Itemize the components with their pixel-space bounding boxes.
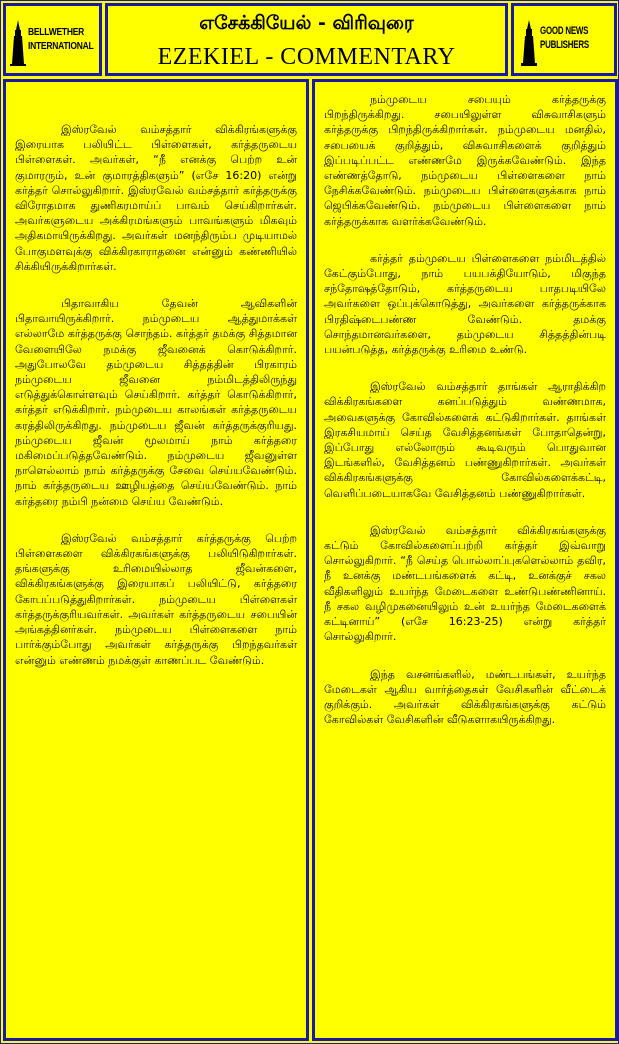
paragraph: கர்த்தர் தம்முடைய பிள்ளைகளை நம்மிடத்தில் கேட்கும்போது, நாம் பயபக்தியோடும், மிகுந்த சந்தோஷத்தோடும், கர்த்தருடைய பாதபடியிலே அவர்களை ஒப்புக்கொடுத்து, அவர்களை கர்த்தருக்காக பிரதிஷ்டைபண்ண வேண்டும். தமக்கு சொந்தமானவர்களை, தம்முடைய சித்தத்தின்படி பயன்படுத்த, கர்த்தருக்கு உரிமை உண்டு. — [324, 251, 606, 357]
left-column — [3, 79, 309, 1041]
title-tamil: எசேக்கியேல் - விரிவுரை — [199, 12, 414, 34]
tower-icon — [520, 20, 538, 70]
logo-left-line2: INTERNATIONAL — [28, 41, 94, 52]
logo-right-line2: PUBLISHERS — [540, 39, 589, 51]
paragraph: இஸ்ரவேல் வம்சத்தார் தாங்கள் ஆராதிக்கிற விக்கிரகங்களை கனப்படுத்தும் வண்ணமாக, அவைகளுக்கு கோவில்களைக் கட்டுகிறார்கள். தாங்கள் இரகசியமாய் செய்த வேசித்தனங்கள் போதாதென்று, இப்போது எல்லோரும் கூடிவரும் பொதுவான இடங்களில், வேசித்தனம் பண்ணுகிறார்கள். அவர்கள் விக்கிரகங்களுக்கு கோவில்களைக்கட்டி, வெளிப்படையாகவே வேசித்தனம் பண்ணுகிறார்கள். — [324, 380, 606, 500]
tower-icon — [10, 20, 26, 70]
title-english: EZEKIEL - COMMENTARY — [157, 44, 456, 70]
paragraph: இந்த வசனங்களில், மண்டபங்கள், உயர்ந்த மேடைகள் ஆகிய வார்த்தைகள் வேசிகளின் வீட்டைக் குறிக்கும். அவர்கள் விக்கிரகங்களுக்கு கட்டும் கோவில்கள் வேசிகளின் வீடுகளாகயிருக்கிறது. — [324, 667, 606, 727]
paragraph: பிதாவாகிய தேவன் ஆவிகளின் பிதாவாயிருக்கிறார். நம்முடைய ஆத்துமாக்கள் எல்லாமே கர்த்தருக்கு சொந்தம். கர்த்தர் தமக்கு சித்தமான வேளையிலே நமக்கு ஜீவனைக் கொடுக்கிறார். அதுபோலவே தம்முடைய சித்தத்தின் பிரகாரம் நம்முடைய ஜீவனை நம்மிடத்திலிருந்து எடுத்துக்கொள்ளவும் செய்கிறார். கர்த்தர் கொடுக்கிறார், கர்த்தர் எடுக்கிறார். நம்முடைய காலங்கள் கர்த்தருடைய கரத்திலிருக்கிறது. நம்முடைய ஜீவன் கர்த்தருக்குரியது. நம்முடைய ஜீவன் மூலமாய் நாம் கர்த்தரை மகிமைப்படுத்தவேண்டும். நம்முடைய ஜீவனுள்ள நாளெல்லாம் நாம் கர்த்தருக்கு சேவை செய்யவேண்டும். நாம் கர்த்தருடைய ஊழியத்தை செய்யவேண்டும். நாம் கர்த்தரை நம்பி நன்மை செய்ய வேண்டும். — [15, 297, 297, 508]
paragraph: இஸ்ரவேல் வம்சத்தார் விக்கிரகங்களுக்கு கட்டும் கோவில்களைப்பற்றி கர்த்தர் இவ்வாறு சொல்லுகிறார். “நீ செய்த பொல்லாப்புகளெல்லாம் தவிர, நீ உனக்கு மண்டபங்களைக் கட்டி, உனக்குச் சகல வீதிகளிலும் உயர்ந்த மேடைகளை உண்டுபண்ணினாய். நீ சகல வழிமுகனையிலும் உன் உயர்ந்த மேடைகளைக் கட்டினாய்” (எசே 16:23-25) என்று கர்த்தர் சொல்லுகிறார். — [324, 523, 606, 644]
title-banner — [105, 3, 508, 76]
paragraph: நம்முடைய சபையும் கர்த்தருக்கு பிறந்திருக்கிறது. சபையிலுள்ள விசுவாசிகளும் கர்த்தருக்கு பிறந்திருக்கிறார்கள். நம்முடைய மனதில், சபையைக் குறித்தும், விசுவாசிகளைக் குறித்தும் இப்படிப்பட்ட எண்ணமே இருக்கவேண்டும். இந்த எண்ணத்தோடு, நம்முடைய பிள்ளைகளை நாம் நேசிக்கவேண்டும். நம்முடைய பிள்ளைகளுக்காக நாம் ஜெபிக்கவேண்டும். நம்முடைய பிள்ளைகளை நாம் கர்த்தருக்காக வளர்க்கவேண்டும். — [324, 93, 606, 228]
good-news-logo — [511, 3, 617, 76]
paragraph: இஸ்ரவேல் வம்சத்தார் கர்த்தருக்கு பெற்ற பிள்ளைகளை விக்கிரகங்களுக்கு பலியிடுகிறார்கள். தங்களுக்கு உரிமையில்லாத ஜீவன்களை, விக்கிரகங்களுக்கு இரையாகப் பலியிட்டு, கர்த்தரை கோபப்படுத்துகிறார்கள். நம்முடைய பிள்ளைகள் கர்த்தருக்குரியவர்கள். அவர்கள் கர்த்தருடைய சபையின் அங்கத்தினர்கள். நம்முடைய பிள்ளைகளை நாம் பார்க்கும்போது அவர்கள் கர்த்தருக்கு பிறந்தவர்கள் என்னும் எண்ணம் நமக்குள் காணப்பட வேண்டும். — [15, 531, 297, 667]
logo-right-line1: GOOD NEWS — [540, 25, 589, 37]
bellwether-logo — [3, 3, 102, 76]
right-column — [312, 79, 618, 1041]
paragraph: இஸ்ரவேல் வம்சத்தார் விக்கிரங்களுக்கு இரையாக பலியிட்ட பிள்ளைகள், கர்த்தருடைய பிள்ளைகள். அவர்கள், “நீ எனக்கு பெற்ற உன் குமாரரும், உன் குமாரத்திகளும்” (எசே 16:20) என்று கர்த்தர் சொல்லுகிறார். இஸ்ரவேல் வம்சத்தார் கர்த்தருக்கு விரோதமாக துணிகரமாய்ப் பாவம் செய்கிறார்கள். அவர்களுடைய அக்கிரமங்களும் பாவங்களும் மிகவும் அதிகமாயிருக்கிறது. அவர்கள் மனந்திரும்ப முடியாமல் போகுமளவுக்கு விக்கிரகாராதனை என்னும் கண்ணியில் சிக்கியிருக்கிறார்கள். — [15, 123, 297, 273]
logo-left-line1: BELLWETHER — [28, 27, 85, 38]
